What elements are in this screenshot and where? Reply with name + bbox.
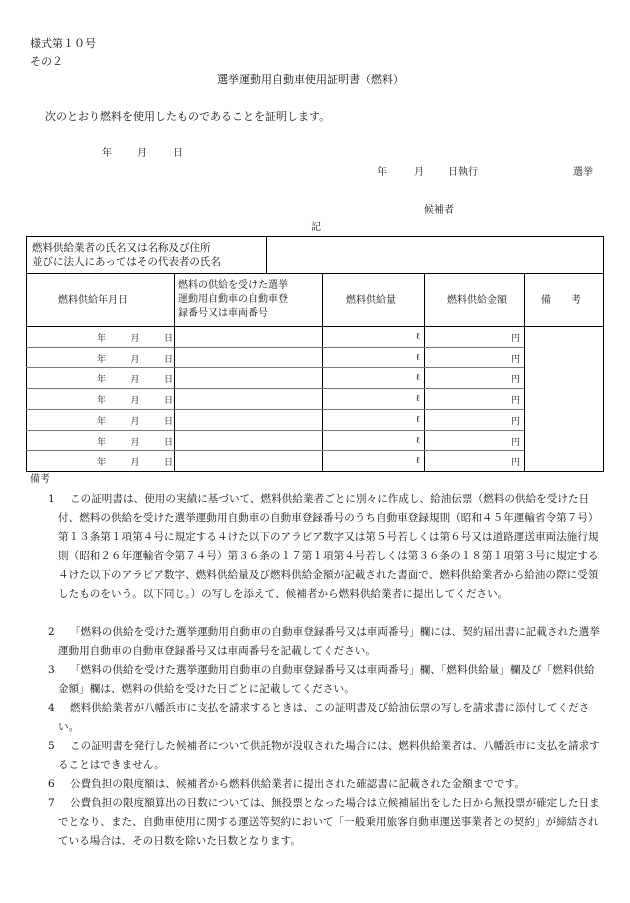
row-amount-unit: 円 xyxy=(510,416,520,427)
issue-month: 月 xyxy=(137,148,147,159)
issue-year: 年 xyxy=(102,148,112,159)
note-number: 6 xyxy=(48,778,55,790)
row-date-d: 日 xyxy=(163,354,173,365)
supplier-bottom-line xyxy=(26,273,604,274)
header-quantity: 燃料供給量 xyxy=(346,295,396,306)
form-part: その２ xyxy=(30,55,63,68)
row-amount-unit: 円 xyxy=(510,375,520,386)
intro-text: 次のとおり燃料を使用したものであることを証明します。 xyxy=(45,110,331,123)
row-date-m: 月 xyxy=(130,437,140,448)
header-bottom-line xyxy=(26,326,604,327)
row-date xyxy=(97,435,173,448)
header-amount: 燃料供給金額 xyxy=(447,295,507,306)
row-divider xyxy=(26,450,524,451)
row-date-m: 月 xyxy=(130,354,140,365)
row-date-d: 日 xyxy=(163,437,173,448)
row-date-y: 年 xyxy=(97,437,107,448)
note-number: 5 xyxy=(48,740,55,752)
row-quantity-unit: ℓ xyxy=(415,414,420,425)
col-line-1 xyxy=(174,273,175,472)
election-held: 日執行 xyxy=(448,167,478,178)
col-line-4 xyxy=(524,273,525,472)
row-date-d: 日 xyxy=(163,458,173,469)
header-date: 燃料供給年月日 xyxy=(58,295,128,306)
form-number: 様式第１０号 xyxy=(30,37,96,50)
row-date xyxy=(97,414,173,427)
row-date xyxy=(97,393,173,406)
row-quantity-unit: ℓ xyxy=(415,373,420,384)
col-line-3 xyxy=(424,273,425,472)
supplier-label-line1: 燃料供給業者の氏名又は名称及び住所 xyxy=(32,242,211,254)
row-quantity-unit: ℓ xyxy=(415,435,420,446)
row-date-y: 年 xyxy=(97,416,107,427)
row-divider xyxy=(26,430,524,431)
row-date xyxy=(97,331,173,344)
note-number: 2 xyxy=(48,626,55,638)
row-divider xyxy=(26,409,524,410)
row-date-d: 日 xyxy=(163,375,173,386)
notes-title: 備考 xyxy=(30,474,50,485)
document-title: 選挙運動用自動車使用証明書（燃料） xyxy=(217,73,404,86)
note-number: 1 xyxy=(48,493,55,505)
row-divider xyxy=(26,347,524,348)
row-divider xyxy=(26,388,524,389)
row-date-d: 日 xyxy=(163,416,173,427)
election-year: 年 xyxy=(377,167,387,178)
row-quantity-unit: ℓ xyxy=(415,456,420,467)
note-text: この証明書は、使用の実績に基づいて、燃料供給業者ごとに別々に作成し、給油伝票（燃料の供給を受けた日付、燃料の供給を受けた選挙運動用自動車の自動車登録番号のうち自動車登録規則（昭和４５年運輸省令第７号）第１３条第１項第４号に規定する４けた以下のアラビア数字又は第５号若しくは第６号又は道路運送車両法施行規則（昭和２６年運輸省令第７４号）第３６条の１７第１項第４号若しくは第３６条の１８第１項第３号に規定する４けた以下のアラビア数字、燃料供給量及び燃料供給金額が記載された書面で、燃料供給業者から給油の際に受領したものをいう。以下同じ。）の写しを添えて、候補者から燃料供給業者に提出してください。 xyxy=(58,493,599,600)
election-label: 選挙 xyxy=(573,167,593,178)
supplier-label-line2: 並びに法人にあってはその代表者の氏名 xyxy=(32,256,221,268)
row-date-m: 月 xyxy=(130,416,140,427)
row-quantity-unit: ℓ xyxy=(415,332,420,342)
row-date-y: 年 xyxy=(97,375,107,386)
row-amount-unit: 円 xyxy=(510,334,520,344)
header-vehicle-line3: 録番号又は車両番号 xyxy=(178,308,268,319)
row-date-m: 月 xyxy=(130,334,140,344)
row-date-m: 月 xyxy=(130,396,140,407)
row-amount-unit: 円 xyxy=(510,354,520,365)
col-line-2 xyxy=(322,273,323,472)
note-number: 7 xyxy=(48,797,55,809)
row-amount-unit: 円 xyxy=(510,396,520,407)
row-date-m: 月 xyxy=(130,375,140,386)
header-vehicle-line2: 運動用自動車の自動車登 xyxy=(178,294,288,305)
row-date-y: 年 xyxy=(97,354,107,365)
election-month: 月 xyxy=(414,167,424,178)
row-amount-unit: 円 xyxy=(510,458,520,469)
row-quantity-unit: ℓ xyxy=(415,352,420,363)
note-text: 燃料供給業者が八幡浜市に支払を請求するときは、この証明書及び給油伝票の写しを請求書に添付してください。 xyxy=(58,702,590,733)
row-date xyxy=(97,372,173,385)
supplier-divider xyxy=(266,236,267,273)
candidate-label: 候補者 xyxy=(424,205,454,216)
row-date-d: 日 xyxy=(163,396,173,407)
note-text: 「燃料の供給を受けた選挙運動用自動車の自動車登録番号又は車両番号」欄、「燃料供給量」欄及び「燃料供給金額」欄は、燃料の供給を受けた日ごとに記載してください。 xyxy=(58,664,595,695)
row-date xyxy=(97,352,173,365)
row-divider xyxy=(26,367,524,368)
row-date xyxy=(97,455,173,468)
row-date-y: 年 xyxy=(97,334,107,344)
row-amount-unit: 円 xyxy=(510,437,520,448)
row-date-y: 年 xyxy=(97,396,107,407)
row-date-y: 年 xyxy=(97,458,107,469)
note-text: 公費負担の限度額算出の日数については、無投票となった場合は立候補届出をした日から無投票が確定した日までとなり、また、自動車使用に関する運送等契約において「一般乗用旅客自動車運送事業者との契約」が締結されている場合は、その日数を除いた日数となります。 xyxy=(58,797,600,847)
issue-day: 日 xyxy=(173,148,183,159)
row-date-m: 月 xyxy=(130,458,140,469)
note-number: 4 xyxy=(48,702,55,714)
row-quantity-unit: ℓ xyxy=(415,394,420,405)
note-text: 「燃料の供給を受けた選挙運動用自動車の自動車登録番号又は車両番号」欄には、契約届出書に記載された選挙運動用自動車の自動車登録番号又は車両番号を記載してください。 xyxy=(58,626,600,657)
note-number: 3 xyxy=(48,664,55,676)
record-mark: 記 xyxy=(311,222,321,233)
header-remarks: 備 考 xyxy=(541,295,581,306)
header-vehicle-line1: 燃料の供給を受けた選挙 xyxy=(178,280,288,291)
row-date-d: 日 xyxy=(163,334,173,344)
note-text: この証明書を発行した候補者について供託物が没収された場合には、燃料供給業者は、八幡浜市に支払を請求することはできません。 xyxy=(58,740,600,771)
note-text: 公費負担の限度額は、候補者から燃料供給業者に提出された確認書に記載された金額までです。 xyxy=(70,778,525,790)
